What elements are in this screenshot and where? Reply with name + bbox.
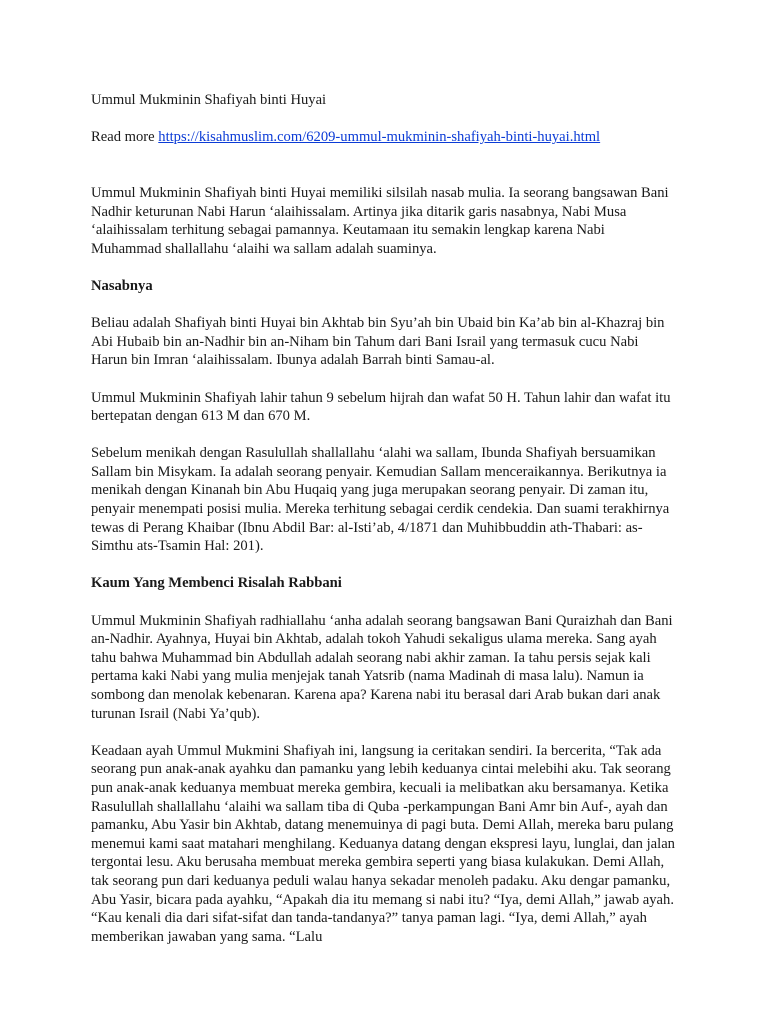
intro-paragraph: Ummul Mukminin Shafiyah binti Huyai memiliki silsilah nasab mulia. Ia seorang bangsawan Bani Nadhir keturunan Nabi Harun ‘alaihissalam. Artinya jika ditarik garis nasabnya, Nabi Musa ‘alaihissalam terhitung sebagai pamannya. Keutamaan itu semakin lengkap karena Nabi Muhammad shallallahu ‘alaihi wa sallam adalah suaminya. xyxy=(91,184,669,257)
nasab-paragraph-3: Sebelum menikah dengan Rasulullah shallallahu ‘alahi wa sallam, Ibunda Shafiyah bersuamikan Sallam bin Misykam. Ia adalah seorang penyair. Kemudian Sallam menceraikannya. Berikutnya ia menikah dengan Kinanah bin Abu Huqaiq yang juga merupakan seorang penyair. Di zaman itu, penyair menempati posisi mulia. Mereka terhitung sebagai cerdik cendekia. Dan suami terakhirnya tewas di Perang Khaibar (Ibnu Abdil Bar: al-Isti’ab, 4/1871 dan Muhibbuddin ath-Thabari: as-Simthu ats-Tsamin Hal: 201). xyxy=(91,445,670,555)
section-heading-nasabnya: Nasabnya xyxy=(91,277,153,294)
nasab-paragraph-2: Ummul Mukminin Shafiyah lahir tahun 9 sebelum hijrah dan wafat 50 H. Tahun lahir dan wafat itu bertepatan dengan 613 M dan 670 M. xyxy=(91,389,671,425)
section-heading-kaum: Kaum Yang Membenci Risalah Rabbani xyxy=(91,575,342,592)
read-more-line xyxy=(91,128,677,147)
read-more-link[interactable]: https://kisahmuslim.com/6209-ummul-mukminin-shafiyah-binti-huyai.html xyxy=(158,129,601,146)
document-body xyxy=(91,91,677,965)
nasab-paragraph-1: Beliau adalah Shafiyah binti Huyai bin Akhtab bin Syu’ah bin Ubaid bin Ka’ab bin al-Khazraj bin Abi Hubaib bin an-Nadhir bin an-Niham bin Tahum dari Bani Israil yang termasuk cucu Nabi Harun bin Imran ‘alaihissalam. Ibunya adalah Barrah binti Samau-al. xyxy=(91,315,665,369)
kaum-paragraph-2: Keadaan ayah Ummul Mukmini Shafiyah ini, langsung ia ceritakan sendiri. Ia bercerita, “Tak ada seorang pun anak-anak ayahku dan pamanku yang lebih keduanya cintai melebihi aku. Tak seorang pun anak-anak keduanya membuat mereka gembira, kecuali ia melibatkan aku bersamanya. Ketika Rasulullah shallallahu ‘alaihi wa sallam tiba di Quba -perkampungan Bani Amr bin Auf-, ayah dan pamanku, Abu Yasir bin Akhtab, datang menemuinya di pagi buta. Demi Allah, mereka baru pulang menemui kami saat matahari menghilang. Keduanya datang dengan ekspresi layu, lunglai, dan jalan tergontai lesu. Aku berusaha membuat mereka gembira seperti yang biasa kulakukan. Demi Allah, tak seorang pun dari keduanya peduli walau hanya sekadar menoleh padaku. Aku dengar pamanku, Abu Yasir, bicara pada ayahku, “Apakah dia itu memang si nabi itu? “Iya, demi Allah,” jawab ayah. “Kau kenali dia dari sifat-sifat dan tanda-tandanya?” tanya paman lagi. “Iya, demi Allah,” ayah memberikan jawaban yang sama. “Lalu xyxy=(91,742,675,945)
read-more-label: Read more xyxy=(91,129,159,146)
kaum-paragraph-1: Ummul Mukminin Shafiyah radhiallahu ‘anha adalah seorang bangsawan Bani Quraizhah dan Bani an-Nadhir. Ayahnya, Huyai bin Akhtab, adalah tokoh Yahudi sekaligus ulama mereka. Sang ayah tahu bahwa Muhammad bin Abdullah adalah seorang nabi akhir zaman. Ia tahu persis sejak kali pertama kaki Nabi yang mulia menjejak tanah Yatsrib (nama Madinah di masa lalu). Namun ia sombong dan menolak kebenaran. Karena apa? Karena nabi itu berasal dari Arab bukan dari anak turunan Israil (Nabi Ya’qub). xyxy=(91,612,673,722)
document-title: Ummul Mukminin Shafiyah binti Huyai xyxy=(91,92,327,108)
